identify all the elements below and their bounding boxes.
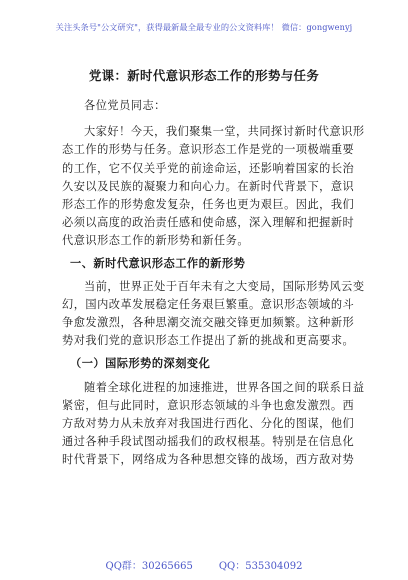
section1-line-3: 势对我们党的意识形态工作提出了新的挑战和更高要求。 [62,334,355,347]
footer-qq: QQ：535304092 [218,561,303,572]
document-title: 党课：新时代意识形态工作的形势与任务 [88,68,320,83]
intro-line-1: 态工作的形势与任务。意识形态工作是党的一项极端重要 [62,143,355,156]
section1-line-0: 当前，世界正处于百年未有之大变局，国际形势风云变 [84,280,365,293]
section1-line-1: 幻，国内改革发展稳定任务艰巨繁重。意识形态领域的斗 [62,298,355,311]
intro-line-5: 必须以高度的政治责任感和使命感，深入理解和把握新时 [62,216,355,229]
intro-line-0: 大家好！今天，我们聚集一堂，共同探讨新时代意识形 [84,125,365,138]
intro-line-3: 久安以及民族的凝聚力和向心力。在新时代背景下，意识 [62,180,355,193]
intro-line-4: 形态工作的形势愈发复杂，任务也更为艰巨。因此，我们 [62,198,355,211]
subsection1-line-3: 通过各种手段试图动摇我们的政权根基。特别是在信息化 [62,435,355,448]
section-heading-1: 一、新时代意识形态工作的新形势 [70,256,246,270]
subsection1-line-4: 时代背景下，网络成为各种思想交锋的战场，西方敌对势 [62,453,355,466]
subsection1-line-1: 紧密，但与此同时，意识形态领域的斗争也愈发激烈。西 [62,399,355,412]
footer-banner [0,557,408,572]
intro-line-6: 代意识形态工作的新形势和新任务。 [62,234,250,247]
subsection1-line-2: 方敌对势力从未放弃对我国进行西化、分化的图谋，他们 [62,417,355,430]
header-banner: 关注头条号"公文研究"，获得最新最全最专业的公文资料库！ 微信：gongwenyj [55,22,353,32]
subsection-heading-1: （一）国际形势的深刻变化 [70,356,211,370]
section1-line-2: 争愈发激烈，各种思潮交流交融交锋更加频繁。这种新形 [62,316,355,329]
footer-qq-group: QQ群：30265665 [105,561,193,572]
subsection1-line-0: 随着全球化进程的加速推进，世界各国之间的联系日益 [84,381,365,394]
intro-line-2: 的工作，它不仅关乎党的前途命运，还影响着国家的长治 [62,162,355,175]
salutation: 各位党员同志： [84,99,166,112]
